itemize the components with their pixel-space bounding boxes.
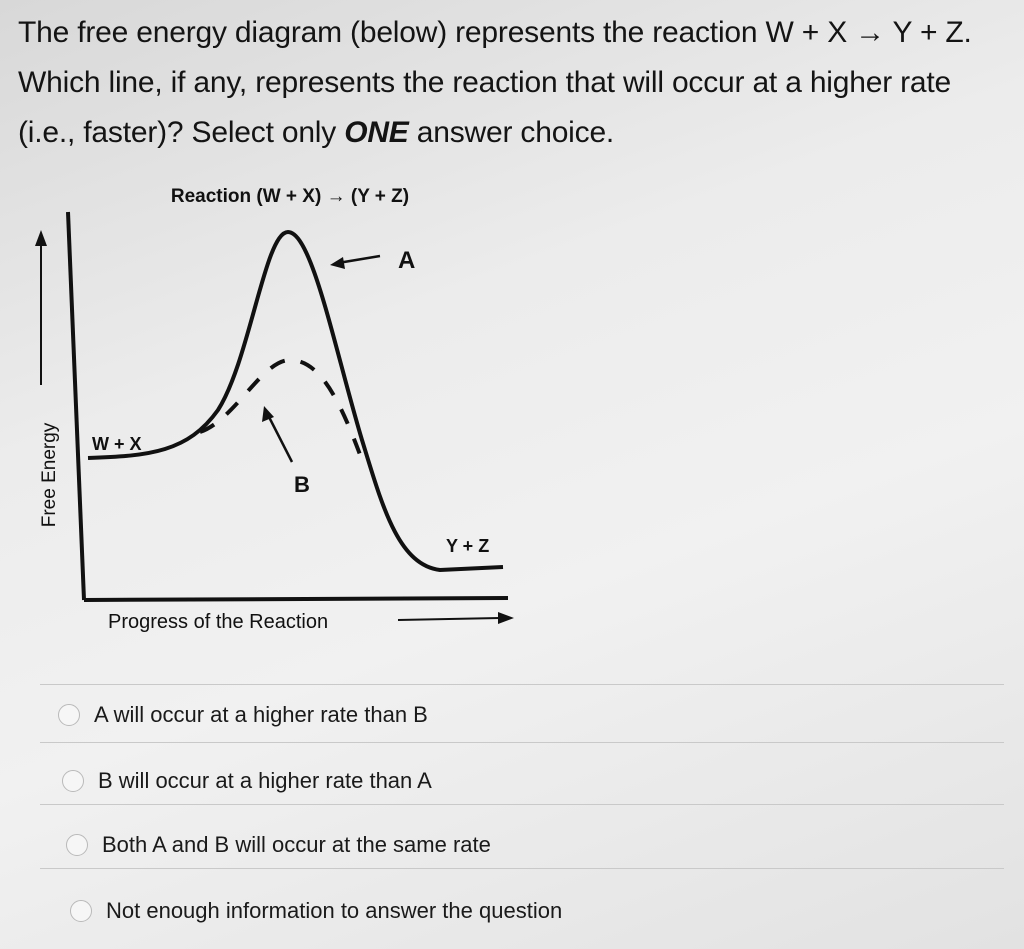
answer-option-label: Both A and B will occur at the same rate	[102, 832, 491, 857]
answer-option-label: B will occur at a higher rate than A	[98, 768, 432, 793]
question-line-3	[18, 108, 1018, 158]
radio-button[interactable]	[62, 770, 84, 792]
products-label: Y + Z	[446, 536, 490, 556]
divider	[40, 804, 1004, 805]
question-line-3-pre: (i.e., faster)? Select only	[18, 116, 345, 149]
divider	[40, 742, 1004, 743]
curve-b-label: B	[294, 472, 310, 497]
arrow-to-b-line	[268, 415, 292, 462]
answer-option-b-faster[interactable]	[62, 768, 432, 794]
radio-button[interactable]	[70, 900, 92, 922]
arrow-to-a-head	[330, 257, 345, 269]
divider	[40, 684, 1004, 685]
answer-option-same-rate[interactable]	[66, 832, 491, 858]
x-axis	[84, 598, 508, 600]
curve-a-label: A	[398, 247, 416, 274]
y-axis	[68, 212, 84, 600]
answer-option-a-faster[interactable]	[58, 702, 428, 728]
curve-a	[88, 232, 503, 570]
radio-button[interactable]	[58, 704, 80, 726]
x-arrow-line	[398, 618, 500, 620]
free-energy-diagram	[0, 170, 620, 670]
arrow-to-b-head	[262, 406, 274, 422]
question-text	[18, 8, 1018, 158]
answer-option-label: A will occur at a higher rate than B	[94, 702, 428, 727]
x-axis-label: Progress of the Reaction	[108, 611, 329, 633]
diagram-title: Reaction (W + X) → (Y + Z)	[170, 186, 410, 207]
y-axis-label: Free Energy	[39, 422, 60, 528]
divider	[40, 868, 1004, 869]
curve-b	[200, 360, 362, 460]
arrow-to-a-line	[338, 256, 380, 263]
reactants-label: W + X	[92, 434, 142, 454]
y-arrow-head	[35, 230, 47, 246]
answer-option-not-enough-info[interactable]	[70, 898, 562, 924]
x-arrow-head	[498, 612, 514, 624]
question-line-1: The free energy diagram (below) represents the reaction W + X → Y + Z.	[18, 16, 972, 49]
answer-option-label: Not enough information to answer the question	[106, 898, 563, 923]
question-line-3-post: answer choice.	[408, 116, 615, 149]
emphasis-one: ONE	[344, 116, 409, 149]
question-line-2: Which line, if any, represents the reaction that will occur at a higher rate	[18, 66, 952, 99]
radio-button[interactable]	[66, 834, 88, 856]
